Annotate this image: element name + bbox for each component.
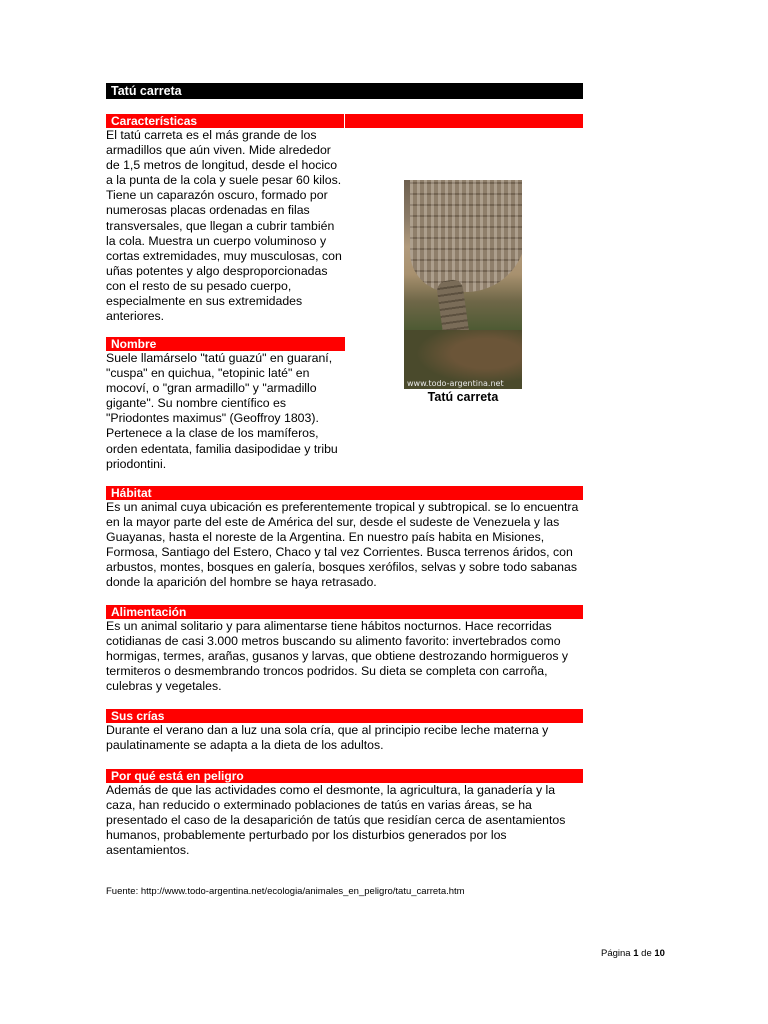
page-number [601,948,665,959]
armadillo-photo [404,180,522,389]
crias-text: Durante el verano dan a luz una sola cría, que al principio recibe leche materna y paulatinamente se adapta a la dieta de los adultos. [106,723,549,753]
photo-watermark: www.todo-argentina.net [407,379,504,388]
alimentacion-text: Es un animal solitario y para alimentarse tiene hábitos nocturnos. Hace recorridas cotidianas de casi 3.000 metros buscando su alimento favorito: invertebrados como hormigas, termes, arañas, gusanos y larvas, que obtiene destrozando hormigueros y termiteros o desmembrando troncos podridos. Su dieta se completa con carroña, culebras y vegetales. [106,619,569,694]
peligro-text: Además de que las actividades como el desmonte, la agricultura, la ganadería y la caza, han reducido o exterminado poblaciones de tatús en varias áreas, se ha presentado el caso de la desaparición de tatús que residían cerca de asentamientos humanos, probablemente perturbado por los disturbios generados por los asentamientos. [106,783,566,858]
page-total: 10 [654,948,665,959]
page-word: Página [601,948,631,959]
page-title: Tatú carreta [106,83,583,99]
armadillo-shell [410,180,522,292]
caracteristicas-text: El tatú carreta es el más grande de los armadillos que aún viven. Mide alrededor de 1,5 metros de longitud, desde el hocico a la punta de la cola y suele pesar 60 kilos. Tiene un caparazón oscuro, formado por numerosas placas ordenadas en filas transversales, que llegan a cubrir también la cola. Muestra un cuerpo voluminoso y cortas extremidades, muy musculosas, con uñas potentes y algo desproporcionadas con el resto de su pesado cuerpo, especialmente en sus extremidades anteriores. [106,128,342,324]
section-heading-alimentacion: Alimentación [106,605,583,619]
nombre-text: Suele llamárselo "tatú guazú" en guaraní, "cuspa" en quichua, "etopinic laté" en mocoví, o "gran armadillo" y "armadillo gigante". Su nombre científico es "Priodontes maximus" (Geoffroy 1803). Pertenece a la clase de los mamíferos, orden edentata, familia dasipodidae y tribu priodontini. [106,351,338,471]
page-current: 1 [633,948,639,959]
section-heading-caracteristicas: Características [106,114,583,128]
habitat-text: Es un animal cuya ubicación es preferentemente tropical y subtropical. se lo encuentra en la mayor parte del este de América del sur, desde el sudeste de Venezuela y las Guayanas, hasta el noreste de la Argentina. En nuestro país habita en Misiones, Formosa, Santiago del Estero, Chaco y tal vez Corrientes. Busca terrenos áridos, con arbustos, montes, bosques en galería, bosques xerófilos, selvas y sobre todo sabanas donde la aparición del hombre se haya retrasado. [106,500,579,590]
source-link: Fuente: http://www.todo-argentina.net/ecologia/animales_en_peligro/tatu_carreta.htm [106,886,465,897]
photo-caption: Tatú carreta [427,390,499,404]
of-word: de [641,948,652,959]
section-heading-nombre: Nombre [106,337,345,351]
section-heading-peligro: Por qué está en peligro [106,769,583,783]
section-heading-habitat: Hábitat [106,486,583,500]
section-heading-crias: Sus crías [106,709,583,723]
